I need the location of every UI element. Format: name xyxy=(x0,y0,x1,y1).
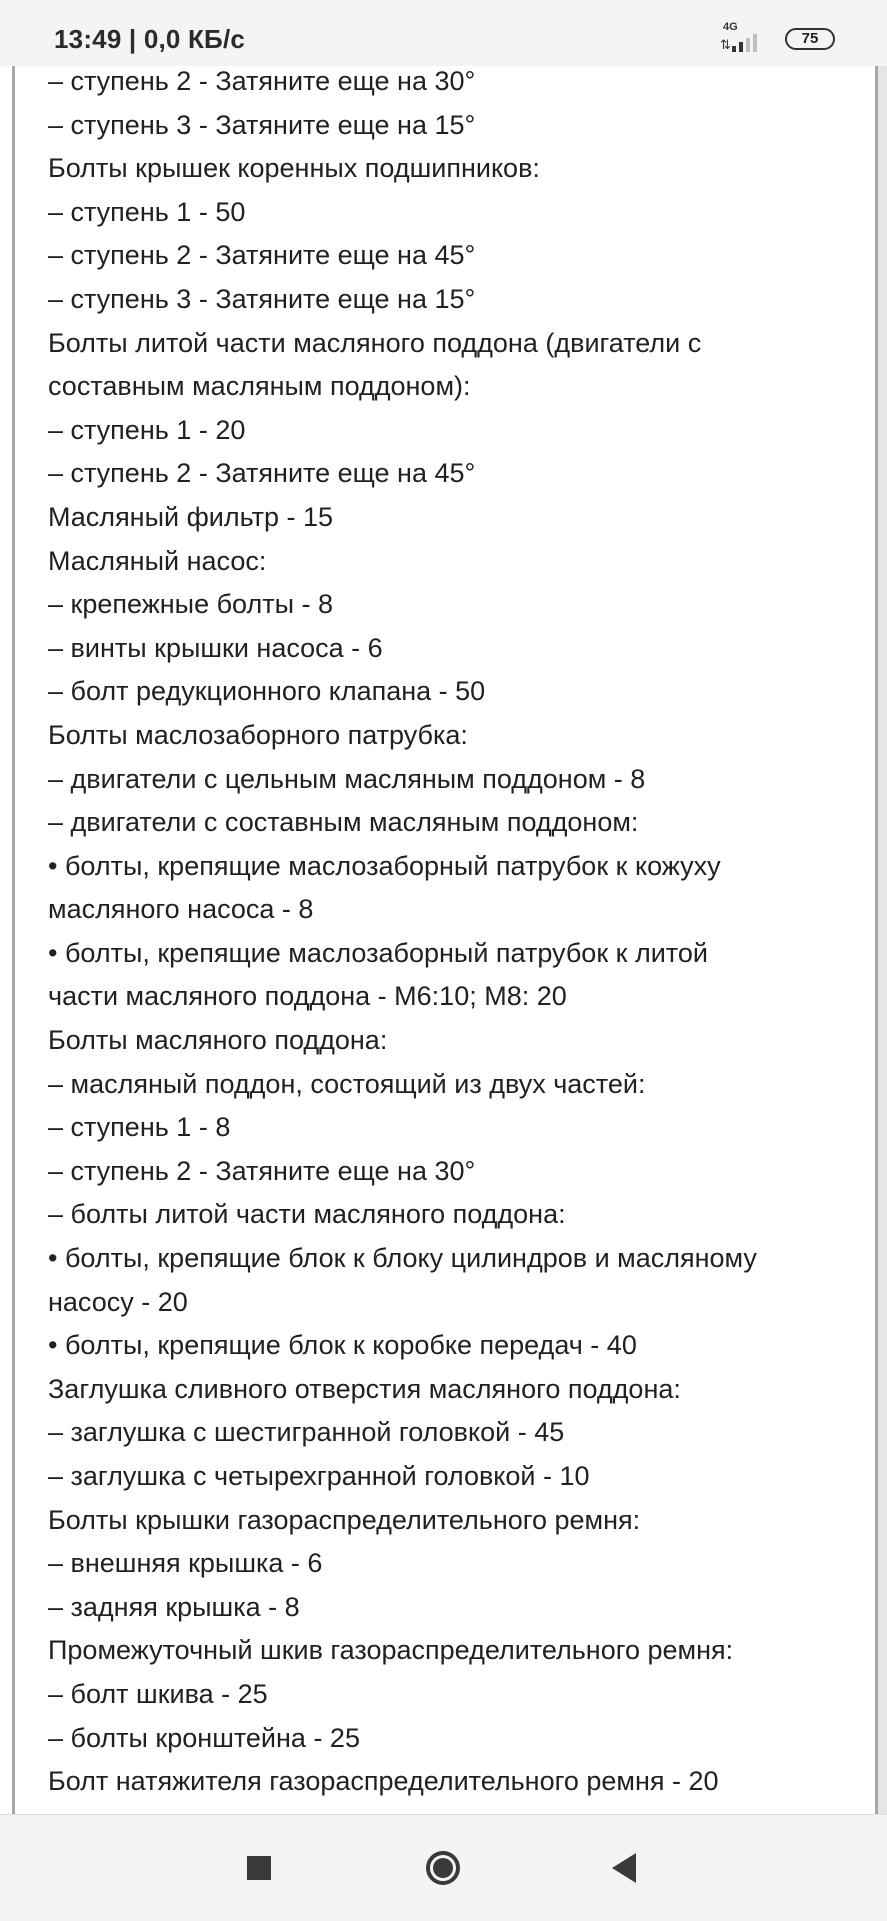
text-line: • болты, крепящие блок к коробке передач - 40 xyxy=(48,1330,637,1361)
text-line: – ступень 3 - Затяните еще на 15° xyxy=(48,109,476,140)
text-line: Болты литой части масляного поддона (двигатели с xyxy=(48,327,702,358)
text-line: части масляного поддона - М6:10; М8: 20 xyxy=(48,981,567,1012)
navigation-bar xyxy=(0,1814,887,1921)
signal-strength-icon xyxy=(732,34,757,52)
square-icon xyxy=(247,1856,271,1880)
text-line: составным масляным поддоном): xyxy=(48,371,471,402)
text-line: – ступень 2 - Затяните еще на 30° xyxy=(48,66,476,96)
text-line: – винты крышки насоса - 6 xyxy=(48,632,383,663)
text-line: – масляный поддон, состоящий из двух частей: xyxy=(48,1068,646,1099)
text-line: – болты кронштейна - 25 xyxy=(48,1722,360,1753)
circle-icon xyxy=(426,1851,460,1885)
status-bar xyxy=(0,0,887,66)
text-line: Болты крышки газораспределительного ремня: xyxy=(48,1504,641,1535)
text-line: – ступень 1 - 50 xyxy=(48,196,246,227)
text-line: Заглушка сливного отверстия масляного поддона: xyxy=(48,1373,681,1404)
page-left-border xyxy=(12,66,15,1814)
battery-icon: 75 xyxy=(785,28,835,50)
article-text xyxy=(48,60,858,1804)
text-line: – болт редукционного клапана - 50 xyxy=(48,676,486,707)
text-line: Масляный фильтр - 15 xyxy=(48,501,334,532)
text-line: – крепежные болты - 8 xyxy=(48,589,334,620)
network-type: 4G xyxy=(723,21,738,33)
text-line: – ступень 2 - Затяните еще на 45° xyxy=(48,458,476,489)
text-line: • болты, крепящие маслозаборный патрубок к кожуху xyxy=(48,850,721,881)
text-line: – двигатели с составным масляным поддоном: xyxy=(48,807,639,838)
text-line: • болты, крепящие маслозаборный патрубок к литой xyxy=(48,937,708,968)
network-icon xyxy=(717,21,767,54)
text-line: Промежуточный шкив газораспределительного ремня: xyxy=(48,1635,734,1666)
text-line: – заглушка с шестигранной головкой - 45 xyxy=(48,1417,565,1448)
home-button[interactable] xyxy=(403,1815,483,1921)
text-line: насосу - 20 xyxy=(48,1286,188,1317)
text-line: Болты крышек коренных подшипников: xyxy=(48,153,540,184)
text-line: Масляный насос: xyxy=(48,545,267,576)
status-icons xyxy=(717,21,835,54)
text-line: – ступень 3 - Затяните еще на 15° xyxy=(48,283,476,314)
scrollbar-track[interactable] xyxy=(875,66,887,1814)
network-arrows-icon: ⇅ xyxy=(720,37,731,52)
text-line: масляного насоса - 8 xyxy=(48,894,314,925)
text-line: – болт шкива - 25 xyxy=(48,1678,268,1709)
text-line: – ступень 2 - Затяните еще на 45° xyxy=(48,240,476,271)
text-line: – ступень 1 - 20 xyxy=(48,414,246,445)
back-button[interactable] xyxy=(584,1815,664,1921)
text-line: Болт натяжителя газораспределительного ремня - 20 xyxy=(48,1766,719,1797)
recents-button[interactable] xyxy=(219,1815,299,1921)
text-line: – двигатели с цельным масляным поддоном - 8 xyxy=(48,763,646,794)
text-line: Болты маслозаборного патрубка: xyxy=(48,719,468,750)
triangle-back-icon xyxy=(612,1853,636,1883)
text-line: – заглушка с четырехгранной головкой - 10 xyxy=(48,1461,590,1491)
text-line: – задняя крышка - 8 xyxy=(48,1591,300,1622)
text-line: – ступень 2 - Затяните еще на 30° xyxy=(48,1155,476,1186)
text-line: – болты литой части масляного поддона: xyxy=(48,1199,566,1230)
text-line: – внешняя крышка - 6 xyxy=(48,1548,323,1579)
text-line: – ступень 1 - 8 xyxy=(48,1112,231,1143)
text-line: • болты, крепящие блок к блоку цилиндров и масляному xyxy=(48,1243,757,1274)
text-line: Болты масляного поддона: xyxy=(48,1025,388,1056)
status-time-speed: 13:49 | 0,0 КБ/с xyxy=(54,24,246,54)
